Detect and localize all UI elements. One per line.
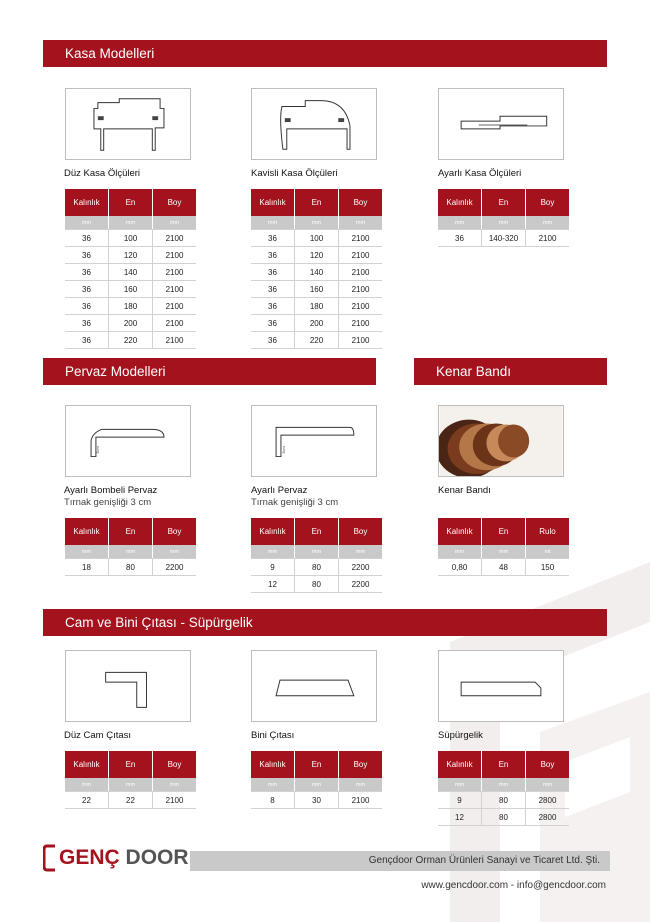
ayarli-kasa-drawing [438,88,564,160]
duz-cam-citasi-title: Düz Cam Çıtası [64,730,132,741]
ayarli-pervaz-caption [251,485,338,509]
kavisli-kasa-drawing [251,88,377,160]
unit-cell: mm [153,778,197,792]
table-cell: 2100 [153,298,197,315]
table-cell: 18 [65,559,109,576]
column-header: Kalınlık [438,189,482,216]
table-cell: 160 [109,281,153,298]
table-cell: 36 [251,281,295,298]
table-row [438,792,569,809]
table-header-row [251,518,382,545]
table-cell: 2100 [339,332,383,349]
bini-citasi-title: Bini Çıtası [251,730,295,741]
table-cell: 2800 [526,792,570,809]
unit-cell: mm [295,545,339,559]
table-cell: 36 [251,332,295,349]
table-row [251,281,382,298]
supurgelik-table [438,751,569,826]
table-cell: 2100 [339,247,383,264]
unit-row [251,545,382,559]
table-cell: 2100 [526,230,570,247]
column-header: Boy [526,751,570,778]
section-kenar-bandi: Kenar Bandı [414,358,607,385]
unit-cell: mm [339,778,383,792]
table-cell: 80 [295,576,339,593]
column-header: Boy [339,518,383,545]
column-header: En [295,189,339,216]
unit-cell: mm [482,216,526,230]
table-header-row [251,751,382,778]
column-header: Kalınlık [438,751,482,778]
supurgelik-title: Süpürgelik [438,730,483,741]
table-cell: 140 [295,264,339,281]
table-cell: 140-320 [482,230,526,247]
table-cell: 120 [109,247,153,264]
ayarli-pervaz-title: Ayarlı Pervaz [251,485,308,496]
unit-cell: mm [251,216,295,230]
table-cell: 12 [251,576,295,593]
table-cell: 2100 [339,264,383,281]
table-row [251,792,382,809]
table-cell: 100 [295,230,339,247]
unit-cell: mm [251,778,295,792]
unit-cell: mm [438,778,482,792]
table-cell: 160 [295,281,339,298]
column-header: Rulo [526,518,570,545]
bini-citasi-table [251,751,382,809]
unit-row [65,778,196,792]
table-cell: 2100 [153,247,197,264]
column-header: En [109,189,153,216]
table-row [65,315,196,332]
unit-cell: mm [295,216,339,230]
unit-cell: mt [526,545,570,559]
unit-cell: mm [482,545,526,559]
table-cell: 8 [251,792,295,809]
ayarli-kasa-table [438,189,569,247]
company-name: Gençdoor Orman Ürünleri Sanayi ve Ticaret Ltd. Şti. [190,851,610,871]
unit-row [438,778,569,792]
table-row [65,264,196,281]
unit-cell: mm [526,778,570,792]
table-row [251,230,382,247]
table-cell: 36 [251,247,295,264]
bini-citasi-drawing [251,650,377,722]
unit-row [251,216,382,230]
logo-text-rest: DOOR [119,846,189,869]
table-row [65,230,196,247]
duz-cam-citasi-drawing [65,650,191,722]
table-cell: 22 [109,792,153,809]
column-header: En [295,518,339,545]
ayarli-pervaz-table [251,518,382,593]
table-cell: 36 [65,247,109,264]
kavisli-kasa-table [251,189,382,349]
table-cell: 2100 [339,281,383,298]
unit-row [251,778,382,792]
ayarli-pervaz-subtitle: Tırnak genişliği 3 cm [251,497,339,508]
table-row [438,230,569,247]
duz-kasa-title: Düz Kasa Ölçüleri [64,168,141,179]
bombeli-pervaz-subtitle: Tırnak genişliği 3 cm [64,497,152,508]
table-cell: 9 [438,792,482,809]
table-cell: 140 [109,264,153,281]
table-cell: 30 [295,792,339,809]
table-header-row [438,518,569,545]
bombeli-pervaz-table [65,518,196,576]
unit-cell: mm [339,545,383,559]
bombeli-pervaz-dim: 3cm [94,446,100,454]
table-cell: 2100 [339,315,383,332]
duz-kasa-table [65,189,196,349]
column-header: En [109,518,153,545]
table-cell: 36 [65,315,109,332]
table-cell: 12 [438,809,482,826]
table-cell: 9 [251,559,295,576]
column-header: Boy [339,189,383,216]
column-header: Kalınlık [251,518,295,545]
table-cell: 180 [295,298,339,315]
column-header: Kalınlık [438,518,482,545]
genc-door-logo [43,843,189,873]
duz-kasa-drawing [65,88,191,160]
table-cell: 22 [65,792,109,809]
table-cell: 2200 [339,576,383,593]
table-cell: 2100 [153,315,197,332]
table-row [65,559,196,576]
table-row [251,332,382,349]
table-cell: 2100 [339,792,383,809]
unit-cell: mm [109,545,153,559]
table-cell: 80 [295,559,339,576]
table-cell: 2100 [153,230,197,247]
table-cell: 36 [438,230,482,247]
column-header: Boy [153,751,197,778]
column-header: Kalınlık [65,518,109,545]
table-cell: 2100 [153,332,197,349]
table-header-row [251,189,382,216]
supurgelik-drawing [438,650,564,722]
unit-cell: mm [65,545,109,559]
unit-row [438,216,569,230]
logo-text-accent: GENÇ [59,846,120,869]
unit-cell: mm [482,778,526,792]
ayarli-pervaz-drawing [251,405,377,477]
table-cell: 220 [295,332,339,349]
logo-text [59,846,189,870]
table-row [438,809,569,826]
table-row [251,264,382,281]
kavisli-kasa-title: Kavisli Kasa Ölçüleri [251,168,338,179]
table-row [438,559,569,576]
table-cell: 2200 [339,559,383,576]
column-header: En [295,751,339,778]
ayarli-kasa-title: Ayarlı Kasa Ölçüleri [438,168,522,179]
unit-cell: mm [153,545,197,559]
section-kasa-modelleri: Kasa Modelleri [43,40,607,67]
contact-info: www.gencdoor.com - info@gencdoor.com [421,880,606,891]
unit-row [438,545,569,559]
table-row [251,559,382,576]
column-header: Boy [153,189,197,216]
table-cell: 80 [482,792,526,809]
table-header-row [65,751,196,778]
bombeli-pervaz-title: Ayarlı Bombeli Pervaz [64,485,158,496]
table-cell: 36 [251,264,295,281]
table-cell: 36 [251,230,295,247]
column-header: En [482,751,526,778]
table-cell: 80 [482,809,526,826]
table-cell: 220 [109,332,153,349]
table-header-row [65,189,196,216]
table-cell: 2100 [153,281,197,298]
unit-row [65,545,196,559]
column-header: En [109,751,153,778]
kenar-bandi-table [438,518,569,576]
table-row [251,298,382,315]
column-header: Kalınlık [251,189,295,216]
table-row [65,281,196,298]
table-row [251,247,382,264]
table-cell: 36 [65,264,109,281]
table-cell: 2100 [339,298,383,315]
logo-mark-icon [43,844,57,872]
unit-cell: mm [295,778,339,792]
table-header-row [65,518,196,545]
table-cell: 100 [109,230,153,247]
unit-cell: mm [251,545,295,559]
unit-row [65,216,196,230]
table-cell: 200 [295,315,339,332]
unit-cell: mm [65,216,109,230]
kenar-bandi-title: Kenar Bandı [438,485,491,496]
unit-cell: mm [438,216,482,230]
column-header: En [482,518,526,545]
column-header: Kalınlık [65,751,109,778]
table-cell: 48 [482,559,526,576]
table-row [251,576,382,593]
table-cell: 36 [251,315,295,332]
column-header: Boy [153,518,197,545]
kenar-bandi-photo [438,405,564,477]
table-row [65,247,196,264]
table-cell: 150 [526,559,570,576]
unit-cell: mm [438,545,482,559]
unit-cell: mm [109,216,153,230]
table-row [65,332,196,349]
column-header: Kalınlık [251,751,295,778]
table-cell: 2100 [153,264,197,281]
column-header: Kalınlık [65,189,109,216]
section-pervaz-modelleri: Pervaz Modelleri [43,358,376,385]
table-cell: 36 [251,298,295,315]
table-cell: 80 [109,559,153,576]
unit-cell: mm [65,778,109,792]
table-cell: 180 [109,298,153,315]
bombeli-pervaz-drawing [65,405,191,477]
table-row [65,792,196,809]
table-cell: 36 [65,332,109,349]
unit-cell: mm [339,216,383,230]
table-row [251,315,382,332]
table-header-row [438,751,569,778]
table-row [65,298,196,315]
unit-cell: mm [153,216,197,230]
bombeli-pervaz-caption [64,485,157,509]
unit-cell: mm [109,778,153,792]
table-cell: 0,80 [438,559,482,576]
table-cell: 2100 [339,230,383,247]
table-header-row [438,189,569,216]
duz-cam-citasi-table [65,751,196,809]
ayarli-pervaz-dim: 3cm [280,446,286,454]
column-header: En [482,189,526,216]
table-cell: 2800 [526,809,570,826]
table-cell: 200 [109,315,153,332]
table-cell: 2200 [153,559,197,576]
table-cell: 36 [65,230,109,247]
table-cell: 36 [65,281,109,298]
table-cell: 36 [65,298,109,315]
column-header: Boy [526,189,570,216]
section-cam-bini-supurgelik: Cam ve Bini Çıtası - Süpürgelik [43,609,607,636]
table-cell: 2100 [153,792,197,809]
column-header: Boy [339,751,383,778]
unit-cell: mm [526,216,570,230]
table-cell: 120 [295,247,339,264]
